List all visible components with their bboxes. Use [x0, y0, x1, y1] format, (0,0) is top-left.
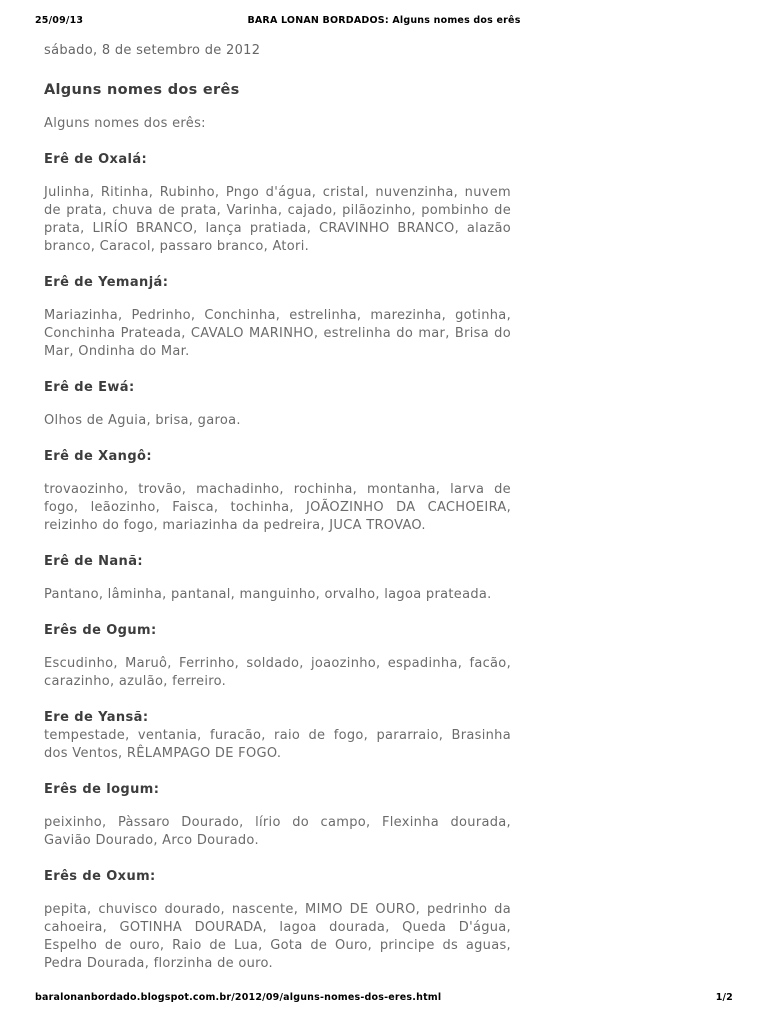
section-heading: Erê de Oxalá: [44, 152, 148, 167]
post-title: Alguns nomes dos erês [44, 82, 240, 98]
section-body: pepita, chuvisco dourado, nascente, MIMO DE OURO, pedrinho da cahoeira, GOTINHA DOURADA, lagoa dourada, Queda D'água, Espelho de ouro, Raio de Lua, Gota de Ouro, principe ds aguas, Pedra Dourada, florzinha de ouro. [44, 902, 511, 971]
section-body: Pantano, lâminha, pantanal, manguinho, orvalho, lagoa prateada. [44, 587, 492, 602]
section-ogum [44, 622, 511, 691]
print-header-title: BARA LONAN BORDADOS: Alguns nomes dos erês [247, 15, 521, 26]
section-heading: Erê de Ewá: [44, 380, 135, 395]
section-xango [44, 448, 511, 535]
section-heading: Erê de Nanã: [44, 554, 143, 569]
section-heading: Ere de Yansã: [44, 710, 149, 725]
section-heading: Erês de Ogum: [44, 623, 157, 638]
section-body: peixinho, Pàssaro Dourado, lírio do campo, Flexinha dourada, Gavião Dourado, Arco Dourado. [44, 815, 511, 848]
section-heading: Erê de Yemanjá: [44, 275, 169, 290]
print-header [0, 15, 768, 29]
section-body: Julinha, Ritinha, Rubinho, Pngo d'água, cristal, nuvenzinha, nuvem de prata, chuva de prata, Varinha, cajado, pilãozinho, pombinho de prata, LIRÍO BRANCO, lança pratiada, CRAVINHO BRANCO, alazão branco, Caracol, passaro branco, Atori. [44, 185, 511, 254]
section-heading: Erê de Xangô: [44, 449, 152, 464]
section-heading: Erês de Oxum: [44, 869, 156, 884]
section-nana [44, 553, 511, 604]
section-logum [44, 781, 511, 850]
section-body: tempestade, ventania, furacão, raio de fogo, pararraio, Brasinha dos Ventos, RÊLAMPAGO DE FOGO. [44, 728, 511, 761]
print-footer-url: baralonanbordado.blogspot.com.br/2012/09/alguns-nomes-dos-eres.html [35, 992, 442, 1003]
section-ewa [44, 379, 511, 430]
print-header-date: 25/09/13 [35, 15, 84, 26]
section-body: Olhos de Aguia, brisa, garoa. [44, 413, 241, 428]
section-body: Escudinho, Maruô, Ferrinho, soldado, joaozinho, espadinha, facão, carazinho, azulão, ferreiro. [44, 656, 511, 689]
section-yemanja [44, 274, 511, 361]
section-body: Mariazinha, Pedrinho, Conchinha, estrelinha, marezinha, gotinha, Conchinha Prateada, CAVALO MARINHO, estrelinha do mar, Brisa do Mar, Ondinha do Mar. [44, 308, 511, 359]
section-oxala [44, 151, 511, 256]
post-date: sábado, 8 de setembro de 2012 [44, 43, 261, 58]
print-footer [35, 992, 733, 1003]
section-body: trovaozinho, trovão, machadinho, rochinha, montanha, larva de fogo, leãozinho, Faisca, tochinha, JOÃOZINHO DA CACHOEIRA, reizinho do fogo, mariazinha da pedreira, JUCA TROVAO. [44, 482, 511, 533]
section-heading: Erês de logum: [44, 782, 160, 797]
print-footer-page-indicator: 1/2 [715, 992, 733, 1003]
section-yansa [44, 709, 511, 763]
blog-post [44, 43, 511, 973]
section-oxum [44, 868, 511, 973]
post-intro: Alguns nomes dos erês: [44, 116, 206, 131]
